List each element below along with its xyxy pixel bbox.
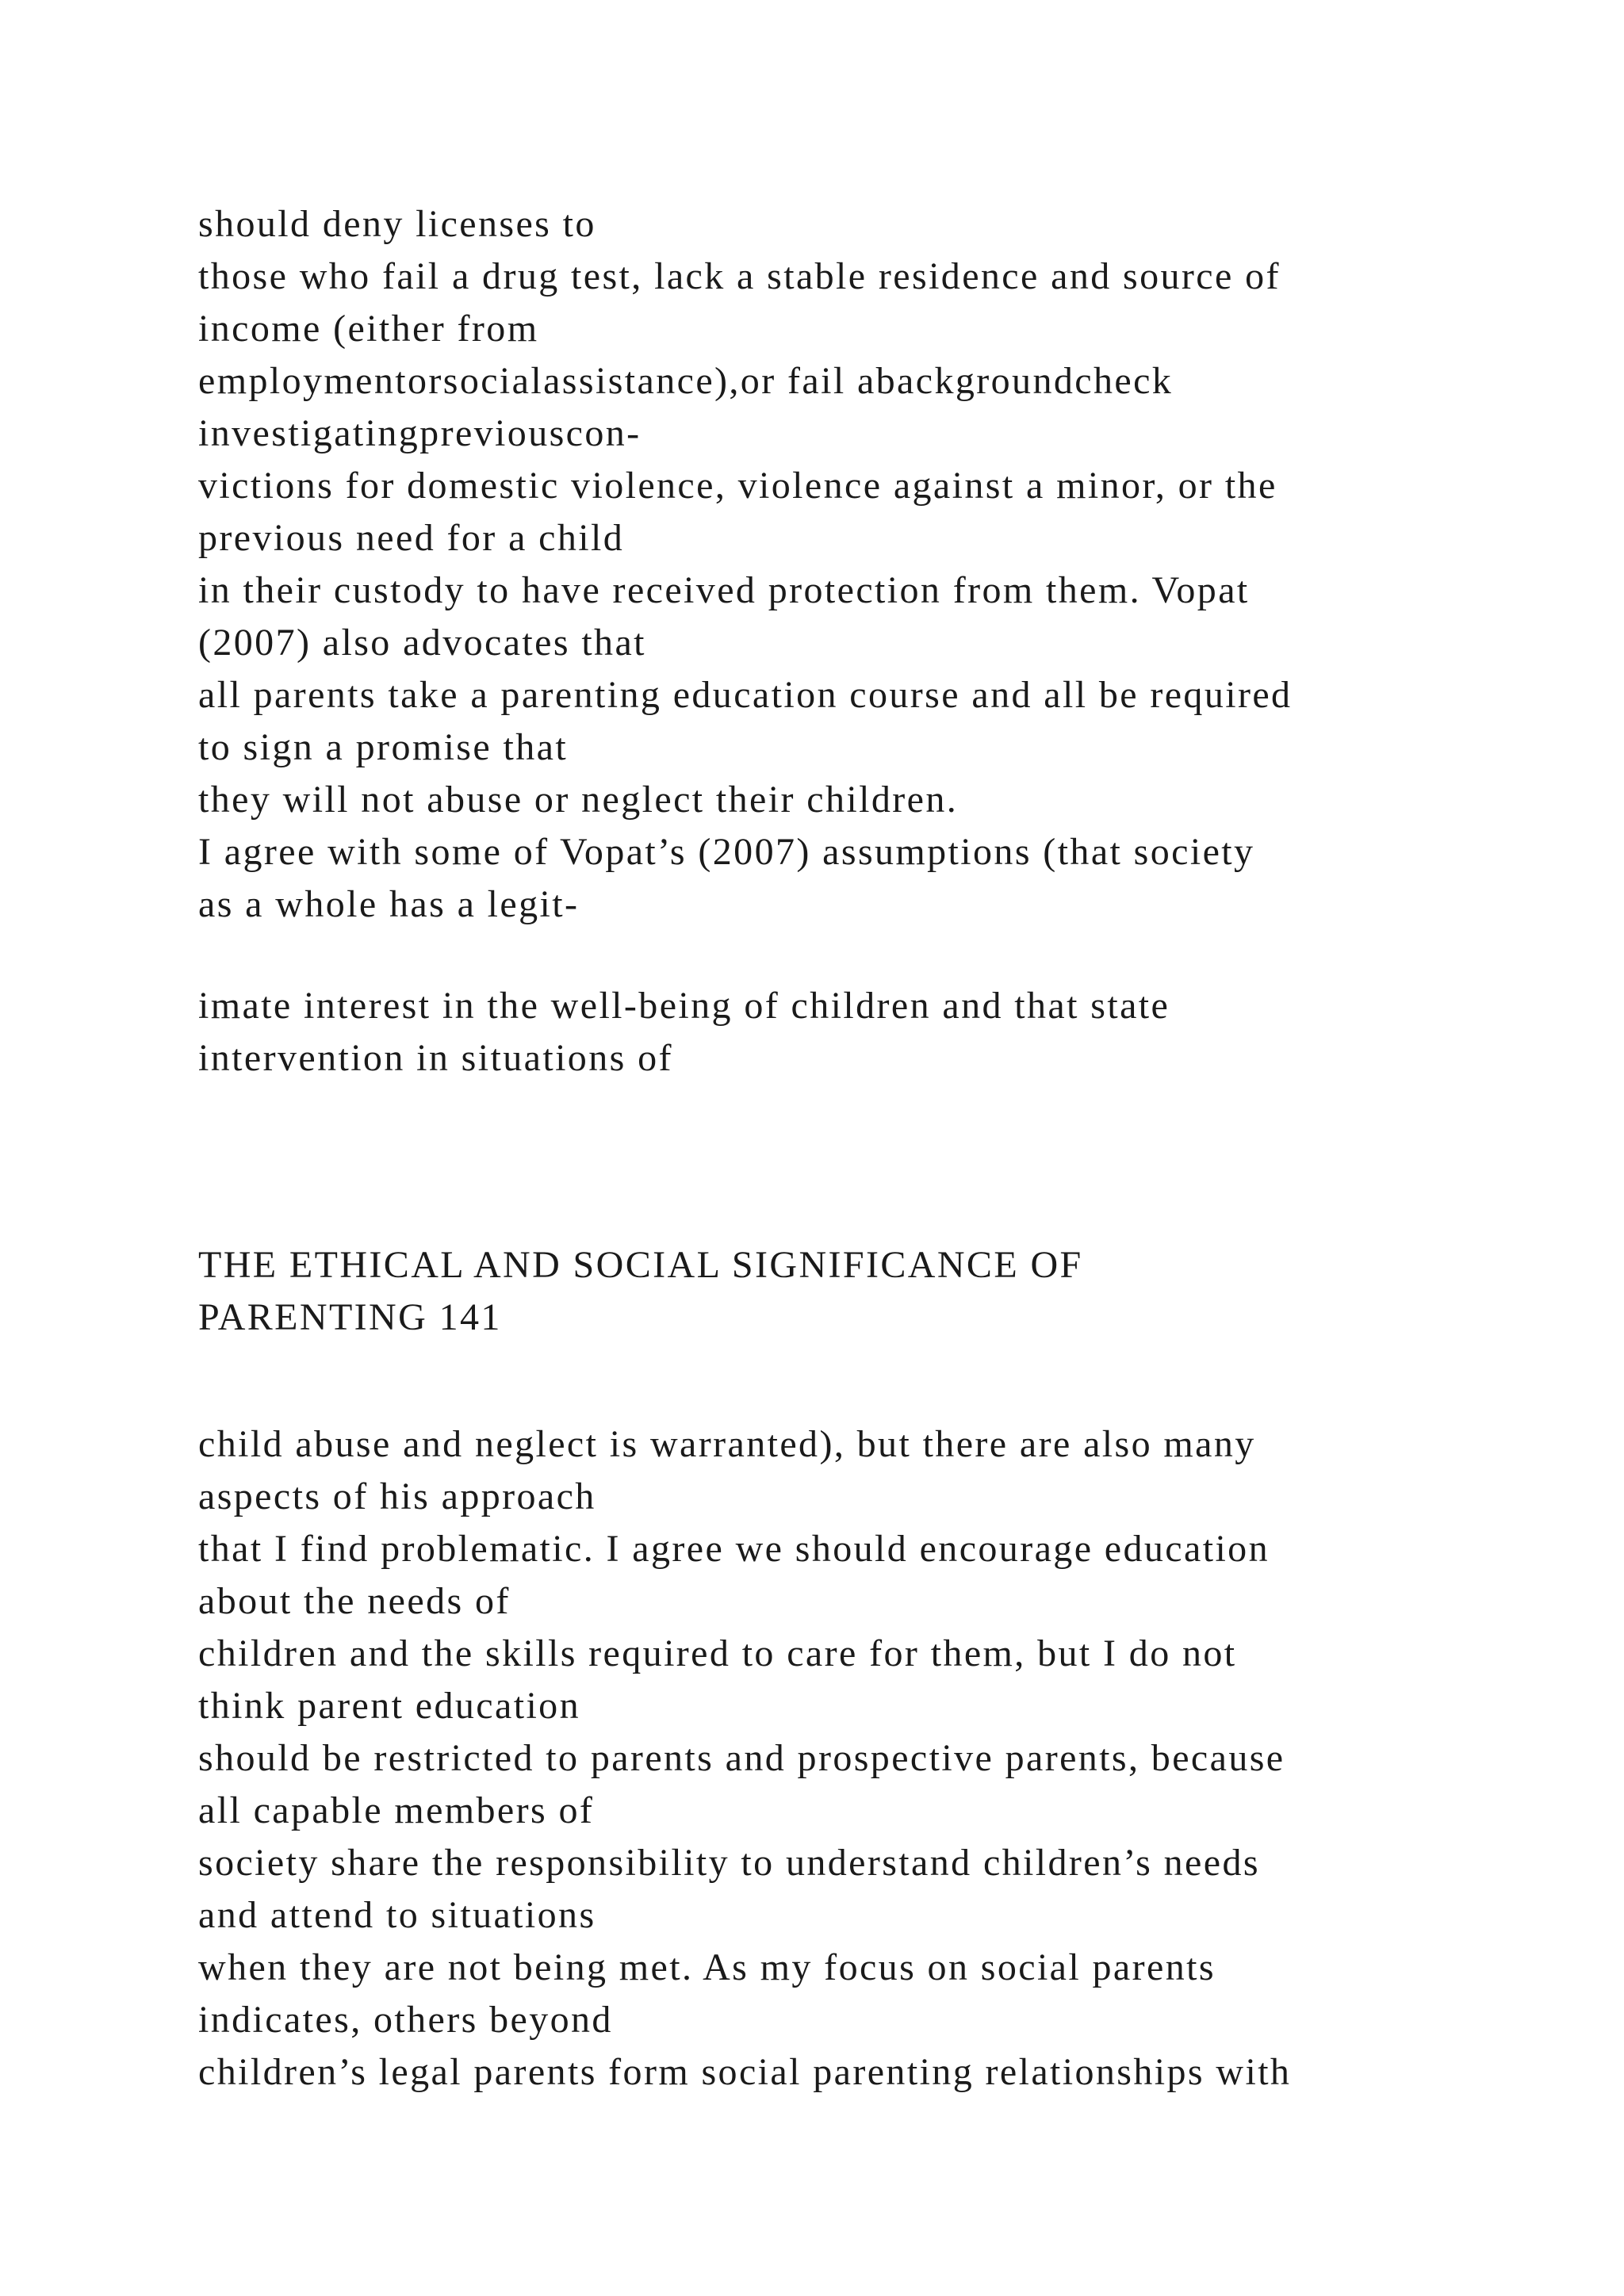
- text-line: children and the skills required to care for them, but I do not: [198, 1632, 1237, 1674]
- text-line: and attend to situations: [198, 1894, 596, 1936]
- text-line: investigatingpreviouscon-: [198, 412, 642, 454]
- text-line: those who fail a drug test, lack a stable residence and source of: [198, 255, 1281, 297]
- text-line: income (either from: [198, 308, 539, 350]
- text-line: when they are not being met. As my focus on social parents: [198, 1946, 1216, 1988]
- text-line: all parents take a parenting education course and all be required: [198, 674, 1293, 716]
- text-line: about the needs of: [198, 1580, 511, 1622]
- text-line: previous need for a child: [198, 517, 625, 559]
- text-line: intervention in situations of: [198, 1037, 673, 1079]
- text-line: should be restricted to parents and prospective parents, because: [198, 1737, 1285, 1779]
- paragraph-2: [198, 980, 1515, 1085]
- text-line: (2007) also advocates that: [198, 622, 646, 664]
- running-header-line: PARENTING 141: [198, 1296, 502, 1338]
- text-line: society share the responsibility to understand children’s needs: [198, 1842, 1260, 1884]
- text-line: all capable members of: [198, 1789, 595, 1831]
- text-line: imate interest in the well-being of children and that state: [198, 985, 1170, 1027]
- text-line: employmentorsocialassistance),or fail abackgroundcheck: [198, 360, 1174, 402]
- running-header: [198, 1239, 1515, 1344]
- text-line: to sign a promise that: [198, 726, 569, 768]
- paragraph-1: [198, 198, 1515, 931]
- text-line: they will not abuse or neglect their children.: [198, 779, 959, 821]
- text-line: as a whole has a legit-: [198, 883, 580, 925]
- text-line: child abuse and neglect is warranted), but there are also many: [198, 1423, 1256, 1465]
- running-header-line: THE ETHICAL AND SOCIAL SIGNIFICANCE OF: [198, 1244, 1083, 1286]
- text-line: should deny licenses to: [198, 203, 596, 245]
- text-line: victions for domestic violence, violence against a minor, or the: [198, 465, 1277, 507]
- text-line: in their custody to have received protection from them. Vopat: [198, 569, 1250, 611]
- text-line: think parent education: [198, 1685, 580, 1727]
- text-line: indicates, others beyond: [198, 1999, 613, 2041]
- text-line: that I find problematic. I agree we should encourage education: [198, 1528, 1270, 1570]
- text-line: aspects of his approach: [198, 1475, 596, 1517]
- text-line: children’s legal parents form social parenting relationships with: [198, 2051, 1292, 2093]
- text-line: I agree with some of Vopat’s (2007) assumptions (that society: [198, 831, 1255, 873]
- paragraph-3: [198, 1418, 1515, 2099]
